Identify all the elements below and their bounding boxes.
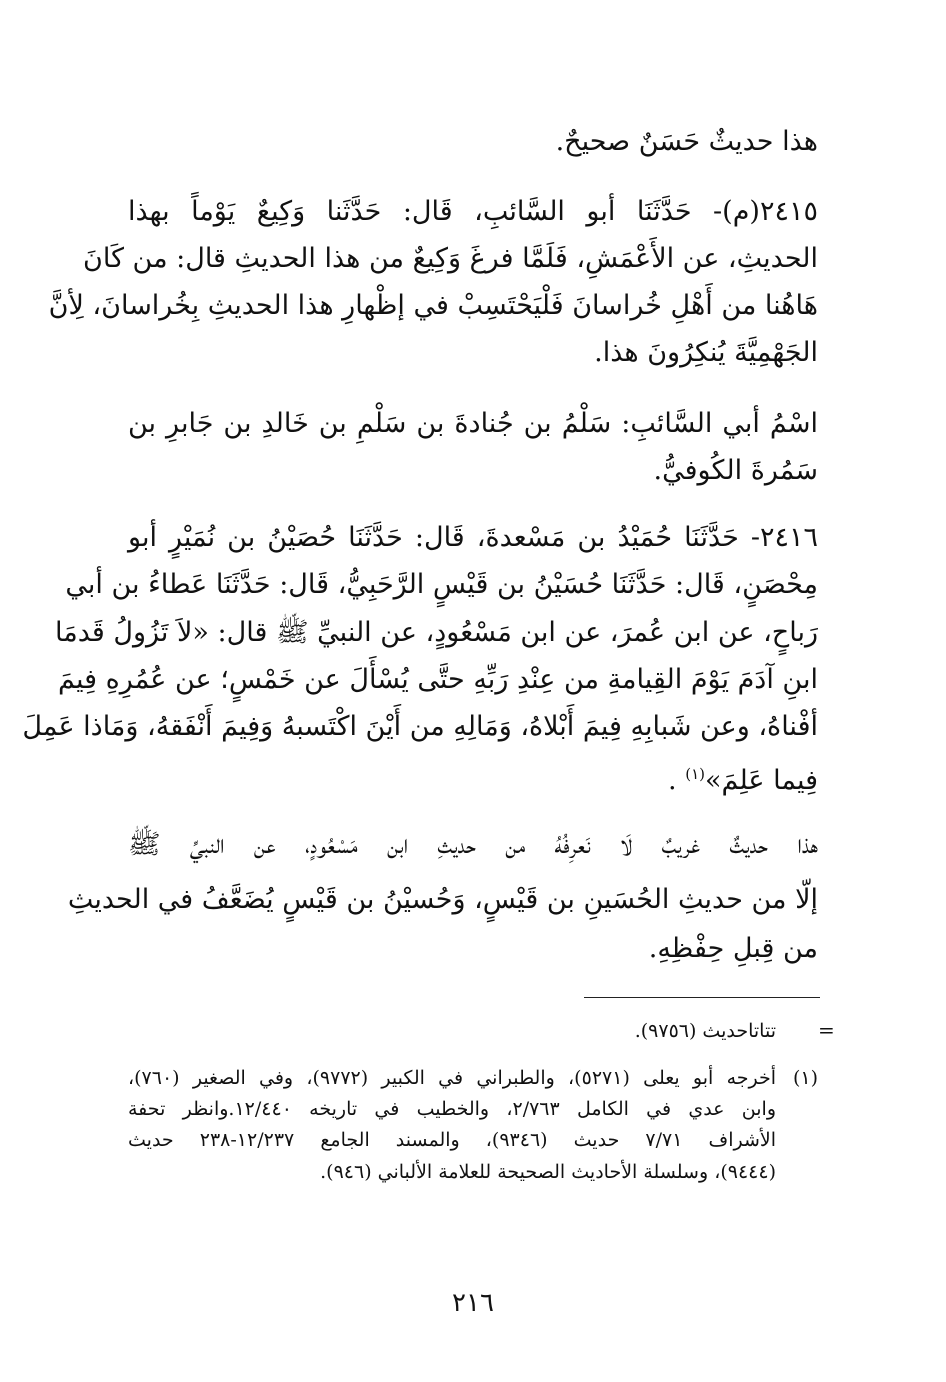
footnote-line-2: وابن عدي في الكامل ٢/٧٦٣، والخطيب في تاريخه ١٢/٤٤٠.وانظر تحفة	[128, 1098, 776, 1120]
footnote-line-3: الأشراف ٧/٧١ حديث (٩٣٤٦)، والمسند الجامع ١٢/٢٣٧-٢٣٨ حديث	[128, 1129, 777, 1151]
hadith-2416-line-5: أفْناهُ، وعن شَبابِهِ فِيمَ أَبْلاهُ، وَمَالِهِ من أَيْنَ اكْتَسبهُ وَفِيمَ أَنْفَقهُ، وَمَاذا عَمِلَ	[22, 711, 818, 742]
hadith-2416-line-6	[128, 754, 818, 801]
footnote-line-4: (٩٤٤٤)، وسلسلة الأحاديث الصحيحة للعلامة الألباني (٩٤٦).	[320, 1161, 776, 1183]
footnote-divider	[584, 997, 820, 998]
hadith-2416-line-3: رَباحٍ، عن ابن عُمرَ، عن ابن مَسْعُودٍ، عن النبيِّ ﷺ قال: «لاَ تَزُولُ قَدمَا	[55, 617, 818, 648]
footnote-number: (١)	[792, 1067, 818, 1089]
footnote-reference: (١)	[685, 765, 705, 783]
footnote-reference-tail: .	[668, 765, 686, 796]
hadith-2415-line-2: الحديثِ، عن الأَعْمَشِ، فَلَمَّا فرغَ وَكِيعٌ من هذا الحديثِ قال: من كَانَ	[83, 243, 818, 274]
comment-line-3: من قِبلِ حِفْظِهِ.	[648, 933, 818, 964]
hadith-2416-line-4: ابنِ آدَمَ يَوْمَ القِيامةِ من عِنْدِ رَبِّهِ حتَّى يُسْأَلَ عن خَمْسٍ؛ عن عُمُرِهِ فِيمَ	[58, 664, 818, 695]
comment-line-2: إلّا من حديثِ الحُسَينِ بن قَيْسٍ، وَحُسيْنُ بن قَيْسٍ يُضَعَّفُ في الحديثِ	[67, 884, 818, 915]
hadith-2415-line-1: ٢٤١٥(م)- حَدَّثَنَا أبو السَّائبِ، قَال: حَدَّثَنا وَكِيعٌ يَوْماً بهذا	[128, 196, 818, 227]
hadith-2416-line-2: مِحْصَنٍ، قَال: حَدَّثَنَا حُسَيْنُ بن قَيْسٍ الرَّحَبِيُّ، قَال: حَدَّثَنَا عَطاءُ بن أبي	[65, 569, 818, 600]
footnote-continuation-marker: =	[818, 1018, 835, 1042]
narrator-note-line-1: اسْمُ أبي السَّائبِ: سَلْمُ بن جُنادةَ بن سَلْمِ بن خَالدِ بن جَابرِ بن	[128, 408, 818, 439]
hadith-2415-line-4: الجَهْمِيَّةَ يُنكِرُونَ هذا.	[594, 337, 818, 368]
grading-line: هذا حديثٌ حَسَنٌ صحيحٌ.	[555, 126, 818, 157]
hadith-2416-line-1: ٢٤١٦- حَدَّثَنَا حُمَيْدُ بن مَسْعدةَ، قَال: حَدَّثَنَا حُصَيْنُ بن نُمَيْرٍ أبو	[128, 522, 818, 553]
hadith-2415-line-3: هَاهُنا من أَهْلِ خُراسانَ فَلْيَحْتَسِبْ في إظْهارِ هذا الحديثِ بِخُراسانَ، لِأنَّ	[48, 290, 818, 321]
footnote-continuation: تتاتاحديث (٩٧٥٦).	[634, 1020, 776, 1042]
comment-line-1: هذا حديثٌ غريبٌ لَا نَعرِفُهُ من حديثِ ابن مَسْعُودٍ، عن النبيِّ ﷺ	[128, 829, 818, 860]
narrator-note-line-2: سَمُرةَ الكُوفيُّ.	[653, 455, 818, 486]
hadith-2416-line-6-text: فِيما عَلِمَ»	[704, 765, 818, 796]
page-number: ٢١٦	[452, 1288, 494, 1318]
footnote-line-1: أخرجه أبو يعلى (٥٢٧١)، والطبراني في الكبير (٩٧٧٢)، وفي الصغير (٧٦٠)،	[128, 1067, 777, 1089]
